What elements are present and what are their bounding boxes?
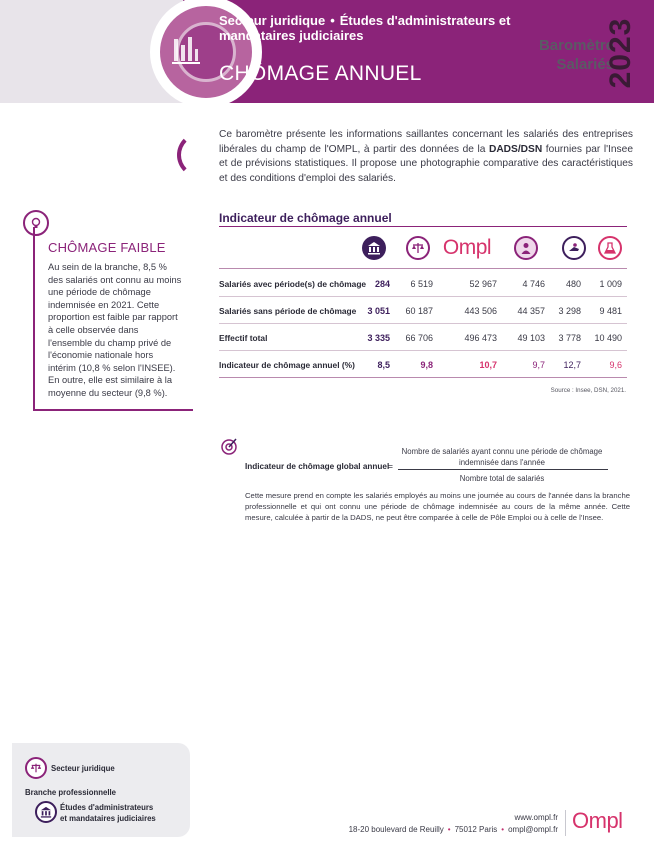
table-row (219, 297, 627, 323)
table-cell: 9,6 (609, 360, 622, 370)
table-cell: 284 (374, 279, 390, 289)
formula-fraction-bar (398, 469, 608, 470)
footer-city: 75012 Paris (454, 825, 498, 834)
table-cell: 3 335 (367, 333, 390, 343)
barometer-line2: Salariés (556, 56, 614, 73)
intro-text-start: Ce baromètre présente les informations saillantes concernant les salariés des entreprises libérales du champ de l'OMPL, à partir des données de la (219, 129, 633, 155)
table-row (219, 324, 627, 350)
aside-text: Au sein de la branche, 8,5 % des salariés ont connu au moins une période de chômage indemnisée en 2021. Cette proportion est faible par rapport à celle observée dans l'ensemble du champ privé de l'économie nationale hors intérim (10,8 % selon l'INSEE). En outre, elle est similaire à la moyenne du secteur (9,8 %). (48, 262, 182, 398)
table-cell: 52 967 (469, 279, 497, 289)
table-cell: 3 298 (558, 306, 581, 316)
scales-icon (25, 757, 47, 779)
table-cell: 496 473 (464, 333, 497, 343)
formula-denominator: Nombre total de salariés (459, 474, 545, 483)
building-icon (362, 236, 386, 260)
barometer-icon (172, 35, 200, 65)
table-source: Source : Insee, DSN, 2021. (550, 387, 626, 394)
row-label: Salariés avec période(s) de chômage (219, 279, 367, 289)
ompl-logo: Ompl (442, 236, 492, 259)
flask-icon (598, 236, 622, 260)
sector-part2: Études d'administrateurs et mandataires judiciaires (219, 13, 511, 43)
formula-explanation: Cette mesure prend en compte les salariés employés au moins une journée au cours de l'année dans la branche professionnelle et qui ont connu une période de chômage indemnisée au cours de la même année. Cette mesure, calculée à partir de la DADS, ne peut être comparée à celle de Pôle Emploi ou à celle de l'Insee. (245, 491, 630, 522)
row-label: Effectif total (219, 333, 268, 343)
table-cell: 9 481 (599, 306, 622, 316)
table-cell: 60 187 (405, 306, 433, 316)
page-title: CHÔMAGE ANNUEL (219, 62, 422, 85)
table-cell: 9,8 (420, 360, 433, 370)
formula-numerator: Nombre de salariés ayant connu une période de chômage indemnisée dans l'année (401, 447, 603, 467)
table-cell: 6 519 (410, 279, 433, 289)
target-icon (219, 436, 239, 456)
footer-sector: Secteur juridique (51, 764, 115, 773)
scales-icon (406, 236, 430, 260)
sector-heading (219, 13, 549, 43)
table-cell: 8,5 (377, 360, 390, 370)
building-icon (35, 801, 57, 823)
table-title: Indicateur de chômage annuel (219, 211, 392, 225)
table-cell: 44 357 (517, 306, 545, 316)
intro-text-end: fournies par l'Insee et de prévisions statistiques. Il propose une photographie comparative des caractéristiques et des conditions d'emploi des salariés. (219, 143, 633, 184)
footer-separator: • (501, 825, 505, 834)
table-cell: 49 103 (517, 333, 545, 343)
table-cell: 1 009 (599, 279, 622, 289)
table-title-rule (219, 226, 627, 227)
year-text: 2023 (604, 17, 637, 89)
footer-separator: • (447, 825, 451, 834)
formula-equals: = (388, 461, 393, 471)
table-cell: 66 706 (405, 333, 433, 343)
sector-part1: Secteur juridique (219, 13, 326, 28)
table-cell: 10 490 (594, 333, 622, 343)
table-cell: 12,7 (563, 360, 581, 370)
table-row (219, 351, 627, 377)
intro-arc-decoration (177, 132, 223, 178)
barometer-line1: Baromètre (538, 37, 614, 54)
aside-title: CHÔMAGE FAIBLE (48, 240, 166, 255)
footer-branch-name (60, 802, 156, 824)
formula-label: Indicateur de chômage global annuel (245, 462, 390, 471)
sector-separator: • (330, 13, 335, 28)
page-header (0, 0, 654, 103)
row-label: Salariés sans période de chômage (219, 306, 357, 316)
footer-website-link[interactable]: www.ompl.fr (514, 813, 558, 822)
footer-branch-line2: et mandataires judiciaires (60, 814, 156, 823)
footer-email-link[interactable]: ompl@ompl.fr (508, 825, 558, 834)
ompl-logo: Ompl (572, 808, 623, 833)
table-cell: 10,7 (479, 360, 497, 370)
footer-street: 18-20 boulevard de Reuilly (348, 825, 444, 834)
table-cell: 3 778 (558, 333, 581, 343)
table-row (219, 270, 627, 296)
table-cell: 443 506 (464, 306, 497, 316)
table-cell: 9,7 (532, 360, 545, 370)
footer-branch-label: Branche professionnelle (25, 788, 116, 797)
row-divider (219, 377, 627, 378)
table-cell: 480 (565, 279, 581, 289)
footer-divider (565, 810, 566, 836)
footer-branch-line1: Études d'administrateurs (60, 803, 154, 812)
table-cell: 3 051 (367, 306, 390, 316)
hand-icon (562, 236, 586, 260)
row-label: Indicateur de chômage annuel (%) (219, 360, 355, 370)
intro-paragraph (219, 128, 633, 186)
intro-text-bold: DADS/DSN (488, 143, 543, 155)
footer-address (300, 825, 558, 834)
table-header-rule (219, 268, 627, 269)
table-cell: 4 746 (522, 279, 545, 289)
person-icon (514, 236, 538, 260)
year-label (596, 12, 646, 94)
